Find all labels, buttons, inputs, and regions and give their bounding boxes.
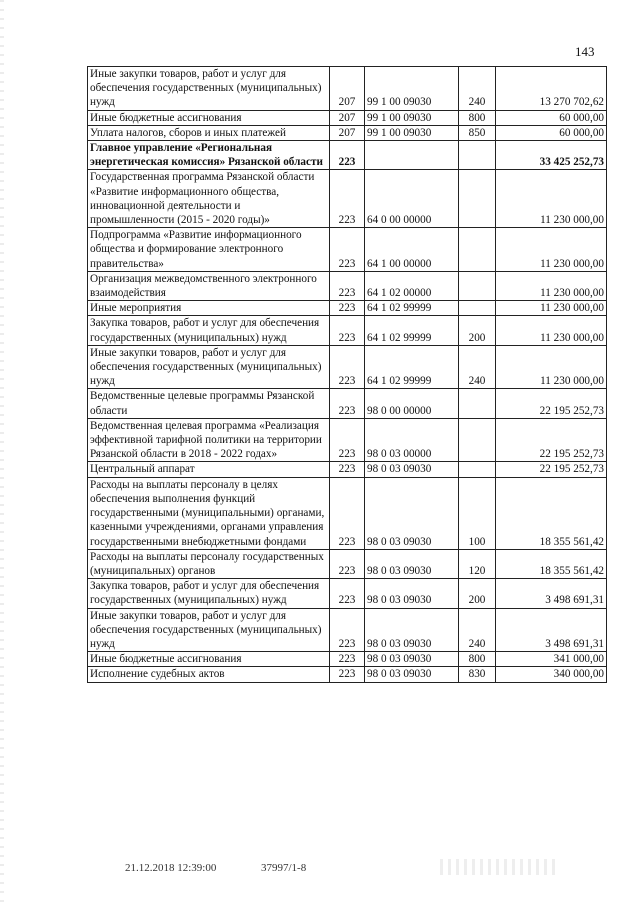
table-row bbox=[88, 141, 607, 170]
row-expense-type bbox=[459, 389, 496, 418]
row-ministry-code: 223 bbox=[330, 667, 365, 682]
row-name: Организация межведомственного электронного взаимодействия bbox=[88, 271, 330, 300]
row-ministry-code: 223 bbox=[330, 316, 365, 345]
row-target-article: 64 0 00 00000 bbox=[365, 170, 459, 228]
table-row bbox=[88, 477, 607, 549]
footer-datetime: 21.12.2018 12:39:00 bbox=[125, 862, 217, 874]
row-expense-type bbox=[459, 271, 496, 300]
row-name: Расходы на выплаты персоналу в целях обеспечения выполнения функций государственными (муниципальными) органами, казенными учреждениями, органами управления государственными внебюджетными фондами bbox=[88, 477, 330, 549]
row-name: Иные бюджетные ассигнования bbox=[88, 110, 330, 125]
row-amount: 18 355 561,42 bbox=[496, 477, 607, 549]
footer-doc-number: 37997/1-8 bbox=[261, 862, 307, 874]
row-target-article: 98 0 03 09030 bbox=[365, 667, 459, 682]
row-expense-type bbox=[459, 170, 496, 228]
row-ministry-code: 223 bbox=[330, 579, 365, 608]
row-target-article: 98 0 03 09030 bbox=[365, 477, 459, 549]
table-row bbox=[88, 389, 607, 418]
row-amount: 11 230 000,00 bbox=[496, 228, 607, 272]
table-row bbox=[88, 228, 607, 272]
row-expense-type: 240 bbox=[459, 345, 496, 389]
row-amount: 33 425 252,73 bbox=[496, 141, 607, 170]
table-row bbox=[88, 549, 607, 578]
row-amount: 60 000,00 bbox=[496, 125, 607, 140]
row-name: Главное управление «Региональная энергетическая комиссия» Рязанской области bbox=[88, 141, 330, 170]
table-row bbox=[88, 170, 607, 228]
row-expense-type bbox=[459, 418, 496, 462]
row-target-article: 64 1 02 99999 bbox=[365, 316, 459, 345]
table-row bbox=[88, 418, 607, 462]
row-ministry-code: 223 bbox=[330, 301, 365, 316]
row-amount: 22 195 252,73 bbox=[496, 462, 607, 477]
scan-artifact bbox=[440, 859, 560, 875]
row-ministry-code: 223 bbox=[330, 549, 365, 578]
scan-edge-artifact bbox=[0, 0, 4, 905]
row-name: Закупка товаров, работ и услуг для обеспечения государственных (муниципальных) нужд bbox=[88, 579, 330, 608]
row-target-article: 99 1 00 09030 bbox=[365, 110, 459, 125]
row-amount: 22 195 252,73 bbox=[496, 418, 607, 462]
row-name: Иные закупки товаров, работ и услуг для обеспечения государственных (муниципальных) нужд bbox=[88, 345, 330, 389]
row-ministry-code: 223 bbox=[330, 462, 365, 477]
row-name: Закупка товаров, работ и услуг для обеспечения государственных (муниципальных) нужд bbox=[88, 316, 330, 345]
row-ministry-code: 223 bbox=[330, 271, 365, 300]
row-amount: 11 230 000,00 bbox=[496, 170, 607, 228]
row-name: Иные мероприятия bbox=[88, 301, 330, 316]
row-expense-type: 120 bbox=[459, 549, 496, 578]
row-target-article: 64 1 02 99999 bbox=[365, 345, 459, 389]
row-amount: 18 355 561,42 bbox=[496, 549, 607, 578]
row-expense-type: 200 bbox=[459, 316, 496, 345]
row-name: Центральный аппарат bbox=[88, 462, 330, 477]
row-ministry-code: 223 bbox=[330, 418, 365, 462]
row-ministry-code: 207 bbox=[330, 110, 365, 125]
row-amount: 340 000,00 bbox=[496, 667, 607, 682]
row-target-article: 64 1 00 00000 bbox=[365, 228, 459, 272]
row-target-article: 99 1 00 09030 bbox=[365, 67, 459, 111]
table-row bbox=[88, 652, 607, 667]
table-row bbox=[88, 125, 607, 140]
row-expense-type: 240 bbox=[459, 608, 496, 652]
row-name: Ведомственная целевая программа «Реализация эффективной тарифной политики на территории Рязанской области в 2018 - 2022 годах» bbox=[88, 418, 330, 462]
table-row bbox=[88, 345, 607, 389]
row-expense-type: 100 bbox=[459, 477, 496, 549]
table-row bbox=[88, 579, 607, 608]
table-row bbox=[88, 462, 607, 477]
row-name: Государственная программа Рязанской области «Развитие информационного общества, инновационной деятельности и промышленности (2015 - 2020 годы)» bbox=[88, 170, 330, 228]
row-target-article: 98 0 00 00000 bbox=[365, 389, 459, 418]
row-target-article: 99 1 00 09030 bbox=[365, 125, 459, 140]
row-expense-type bbox=[459, 141, 496, 170]
row-ministry-code: 223 bbox=[330, 228, 365, 272]
table-row bbox=[88, 110, 607, 125]
row-ministry-code: 223 bbox=[330, 608, 365, 652]
row-name: Расходы на выплаты персоналу государственных (муниципальных) органов bbox=[88, 549, 330, 578]
budget-table bbox=[87, 66, 607, 683]
row-name: Иные закупки товаров, работ и услуг для обеспечения государственных (муниципальных) нужд bbox=[88, 67, 330, 111]
page-number: 143 bbox=[575, 44, 595, 59]
row-amount: 3 498 691,31 bbox=[496, 608, 607, 652]
row-amount: 11 230 000,00 bbox=[496, 301, 607, 316]
table-row bbox=[88, 67, 607, 111]
table-row bbox=[88, 667, 607, 682]
row-ministry-code: 207 bbox=[330, 125, 365, 140]
row-amount: 3 498 691,31 bbox=[496, 579, 607, 608]
row-name: Подпрограмма «Развитие информационного общества и формирование электронного правительства» bbox=[88, 228, 330, 272]
row-ministry-code: 223 bbox=[330, 141, 365, 170]
row-name: Иные закупки товаров, работ и услуг для обеспечения государственных (муниципальных) нужд bbox=[88, 608, 330, 652]
row-expense-type: 240 bbox=[459, 67, 496, 111]
row-expense-type: 830 bbox=[459, 667, 496, 682]
row-target-article: 98 0 03 09030 bbox=[365, 579, 459, 608]
row-amount: 11 230 000,00 bbox=[496, 271, 607, 300]
table-row bbox=[88, 271, 607, 300]
row-target-article: 64 1 02 00000 bbox=[365, 271, 459, 300]
row-expense-type bbox=[459, 462, 496, 477]
table-row bbox=[88, 608, 607, 652]
row-expense-type bbox=[459, 301, 496, 316]
row-amount: 11 230 000,00 bbox=[496, 316, 607, 345]
row-ministry-code: 223 bbox=[330, 652, 365, 667]
row-expense-type bbox=[459, 228, 496, 272]
budget-table-body bbox=[88, 67, 607, 683]
row-target-article: 98 0 03 09030 bbox=[365, 462, 459, 477]
row-amount: 341 000,00 bbox=[496, 652, 607, 667]
row-ministry-code: 223 bbox=[330, 345, 365, 389]
row-name: Иные бюджетные ассигнования bbox=[88, 652, 330, 667]
table-row bbox=[88, 301, 607, 316]
row-expense-type: 800 bbox=[459, 110, 496, 125]
row-target-article bbox=[365, 141, 459, 170]
row-ministry-code: 207 bbox=[330, 67, 365, 111]
row-name: Ведомственные целевые программы Рязанской области bbox=[88, 389, 330, 418]
row-expense-type: 200 bbox=[459, 579, 496, 608]
row-name: Уплата налогов, сборов и иных платежей bbox=[88, 125, 330, 140]
row-amount: 60 000,00 bbox=[496, 110, 607, 125]
row-expense-type: 800 bbox=[459, 652, 496, 667]
row-amount: 22 195 252,73 bbox=[496, 389, 607, 418]
row-target-article: 98 0 03 09030 bbox=[365, 608, 459, 652]
row-expense-type: 850 bbox=[459, 125, 496, 140]
row-name: Исполнение судебных актов bbox=[88, 667, 330, 682]
table-row bbox=[88, 316, 607, 345]
row-target-article: 98 0 03 09030 bbox=[365, 549, 459, 578]
row-ministry-code: 223 bbox=[330, 389, 365, 418]
row-ministry-code: 223 bbox=[330, 170, 365, 228]
row-ministry-code: 223 bbox=[330, 477, 365, 549]
row-target-article: 98 0 03 09030 bbox=[365, 652, 459, 667]
row-target-article: 98 0 03 00000 bbox=[365, 418, 459, 462]
row-amount: 11 230 000,00 bbox=[496, 345, 607, 389]
row-target-article: 64 1 02 99999 bbox=[365, 301, 459, 316]
row-amount: 13 270 702,62 bbox=[496, 67, 607, 111]
